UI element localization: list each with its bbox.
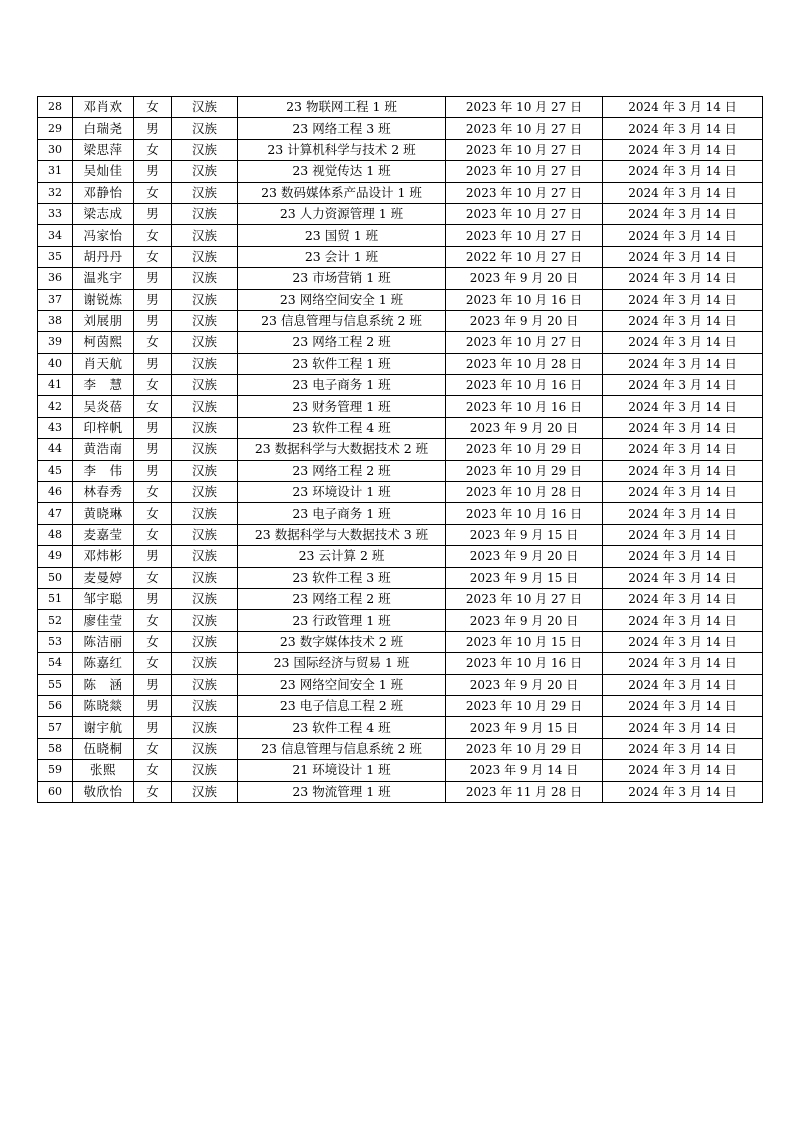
cell-date-2: 2024 年 3 月 14 日 [603,653,763,674]
cell-date-1: 2023 年 10 月 16 日 [446,396,603,417]
cell-name: 印梓帆 [73,417,134,438]
cell-index: 55 [38,674,73,695]
cell-class: 23 计算机科学与技术 2 班 [238,139,446,160]
cell-name: 黄浩南 [73,439,134,460]
table-row [38,482,763,503]
table-row [38,588,763,609]
cell-date-1: 2023 年 11 月 28 日 [446,781,603,802]
cell-gender: 女 [134,524,172,545]
cell-name: 刘展朋 [73,310,134,331]
cell-gender: 女 [134,482,172,503]
cell-index: 33 [38,203,73,224]
cell-index: 41 [38,375,73,396]
cell-date-2: 2024 年 3 月 14 日 [603,717,763,738]
cell-date-2: 2024 年 3 月 14 日 [603,781,763,802]
cell-class: 21 环境设计 1 班 [238,760,446,781]
table-row [38,695,763,716]
table-row [38,396,763,417]
cell-date-1: 2023 年 10 月 28 日 [446,482,603,503]
cell-date-1: 2023 年 10 月 29 日 [446,439,603,460]
cell-gender: 女 [134,332,172,353]
cell-date-1: 2023 年 9 月 15 日 [446,524,603,545]
cell-ethnicity: 汉族 [172,695,238,716]
cell-index: 30 [38,139,73,160]
table-row [38,353,763,374]
cell-class: 23 视觉传达 1 班 [238,161,446,182]
cell-gender: 男 [134,310,172,331]
cell-gender: 女 [134,760,172,781]
cell-date-2: 2024 年 3 月 14 日 [603,139,763,160]
cell-date-2: 2024 年 3 月 14 日 [603,631,763,652]
cell-name: 麦曼婷 [73,567,134,588]
cell-index: 57 [38,717,73,738]
table-row [38,760,763,781]
cell-date-2: 2024 年 3 月 14 日 [603,97,763,118]
cell-ethnicity: 汉族 [172,268,238,289]
table-row [38,439,763,460]
table-row [38,503,763,524]
cell-date-1: 2023 年 10 月 27 日 [446,203,603,224]
cell-name: 伍晓桐 [73,738,134,759]
table-row [38,332,763,353]
cell-date-2: 2024 年 3 月 14 日 [603,482,763,503]
cell-date-2: 2024 年 3 月 14 日 [603,332,763,353]
cell-gender: 男 [134,588,172,609]
cell-date-2: 2024 年 3 月 14 日 [603,182,763,203]
cell-ethnicity: 汉族 [172,332,238,353]
cell-date-2: 2024 年 3 月 14 日 [603,695,763,716]
cell-date-2: 2024 年 3 月 14 日 [603,567,763,588]
cell-gender: 男 [134,118,172,139]
cell-ethnicity: 汉族 [172,203,238,224]
cell-name: 陈 涵 [73,674,134,695]
cell-date-2: 2024 年 3 月 14 日 [603,738,763,759]
cell-index: 29 [38,118,73,139]
table-row [38,225,763,246]
cell-gender: 男 [134,203,172,224]
cell-ethnicity: 汉族 [172,396,238,417]
table-row [38,567,763,588]
cell-index: 32 [38,182,73,203]
cell-gender: 女 [134,503,172,524]
cell-index: 58 [38,738,73,759]
cell-ethnicity: 汉族 [172,118,238,139]
cell-index: 52 [38,610,73,631]
cell-ethnicity: 汉族 [172,482,238,503]
cell-index: 47 [38,503,73,524]
cell-date-1: 2023 年 9 月 20 日 [446,546,603,567]
cell-index: 53 [38,631,73,652]
cell-date-2: 2024 年 3 月 14 日 [603,396,763,417]
table-row [38,546,763,567]
cell-date-1: 2022 年 10 月 27 日 [446,246,603,267]
table-row [38,460,763,481]
cell-ethnicity: 汉族 [172,417,238,438]
cell-name: 林春秀 [73,482,134,503]
cell-ethnicity: 汉族 [172,375,238,396]
cell-index: 40 [38,353,73,374]
cell-class: 23 物联网工程 1 班 [238,97,446,118]
cell-date-2: 2024 年 3 月 14 日 [603,417,763,438]
cell-ethnicity: 汉族 [172,225,238,246]
roster-body [38,97,763,803]
cell-date-1: 2023 年 9 月 14 日 [446,760,603,781]
cell-date-1: 2023 年 10 月 27 日 [446,161,603,182]
cell-class: 23 国贸 1 班 [238,225,446,246]
cell-date-1: 2023 年 10 月 27 日 [446,139,603,160]
cell-gender: 女 [134,738,172,759]
cell-index: 42 [38,396,73,417]
cell-index: 49 [38,546,73,567]
cell-index: 34 [38,225,73,246]
cell-ethnicity: 汉族 [172,610,238,631]
cell-date-2: 2024 年 3 月 14 日 [603,460,763,481]
cell-class: 23 人力资源管理 1 班 [238,203,446,224]
cell-date-1: 2023 年 10 月 28 日 [446,353,603,374]
cell-name: 麦嘉莹 [73,524,134,545]
cell-date-2: 2024 年 3 月 14 日 [603,503,763,524]
cell-class: 23 数字媒体技术 2 班 [238,631,446,652]
table-row [38,139,763,160]
cell-index: 45 [38,460,73,481]
table-row [38,182,763,203]
cell-index: 56 [38,695,73,716]
cell-ethnicity: 汉族 [172,139,238,160]
table-row [38,631,763,652]
cell-date-2: 2024 年 3 月 14 日 [603,268,763,289]
cell-gender: 男 [134,439,172,460]
cell-date-1: 2023 年 10 月 27 日 [446,225,603,246]
cell-index: 35 [38,246,73,267]
cell-index: 54 [38,653,73,674]
cell-name: 柯茵熙 [73,332,134,353]
cell-name: 廖佳莹 [73,610,134,631]
cell-gender: 男 [134,289,172,310]
table-row [38,118,763,139]
cell-ethnicity: 汉族 [172,353,238,374]
cell-class: 23 软件工程 1 班 [238,353,446,374]
cell-class: 23 数据科学与大数据技术 3 班 [238,524,446,545]
cell-index: 59 [38,760,73,781]
cell-date-1: 2023 年 10 月 29 日 [446,695,603,716]
cell-name: 吴炎蓓 [73,396,134,417]
cell-date-2: 2024 年 3 月 14 日 [603,760,763,781]
table-row [38,417,763,438]
cell-gender: 男 [134,674,172,695]
cell-name: 陈洁丽 [73,631,134,652]
cell-gender: 男 [134,717,172,738]
cell-class: 23 云计算 2 班 [238,546,446,567]
table-row [38,781,763,802]
cell-gender: 男 [134,268,172,289]
cell-date-1: 2023 年 10 月 16 日 [446,289,603,310]
cell-class: 23 数码媒体系产品设计 1 班 [238,182,446,203]
cell-index: 31 [38,161,73,182]
cell-class: 23 行政管理 1 班 [238,610,446,631]
table-row [38,246,763,267]
cell-ethnicity: 汉族 [172,439,238,460]
cell-ethnicity: 汉族 [172,717,238,738]
cell-ethnicity: 汉族 [172,161,238,182]
cell-name: 邓肖欢 [73,97,134,118]
cell-class: 23 环境设计 1 班 [238,482,446,503]
cell-date-2: 2024 年 3 月 14 日 [603,610,763,631]
cell-gender: 男 [134,417,172,438]
cell-ethnicity: 汉族 [172,738,238,759]
cell-date-2: 2024 年 3 月 14 日 [603,225,763,246]
cell-date-2: 2024 年 3 月 14 日 [603,203,763,224]
cell-ethnicity: 汉族 [172,653,238,674]
cell-ethnicity: 汉族 [172,781,238,802]
cell-name: 陈嘉红 [73,653,134,674]
cell-name: 冯家怡 [73,225,134,246]
cell-date-1: 2023 年 9 月 15 日 [446,567,603,588]
cell-name: 陈晓燚 [73,695,134,716]
table-row [38,289,763,310]
cell-ethnicity: 汉族 [172,289,238,310]
cell-class: 23 网络工程 2 班 [238,588,446,609]
cell-name: 李 慧 [73,375,134,396]
cell-ethnicity: 汉族 [172,674,238,695]
cell-ethnicity: 汉族 [172,460,238,481]
cell-index: 39 [38,332,73,353]
cell-class: 23 电子商务 1 班 [238,375,446,396]
cell-ethnicity: 汉族 [172,310,238,331]
cell-ethnicity: 汉族 [172,246,238,267]
cell-date-1: 2023 年 9 月 20 日 [446,674,603,695]
cell-index: 36 [38,268,73,289]
cell-date-1: 2023 年 9 月 15 日 [446,717,603,738]
cell-class: 23 信息管理与信息系统 2 班 [238,310,446,331]
cell-gender: 女 [134,396,172,417]
table-row [38,653,763,674]
table-row [38,717,763,738]
cell-gender: 女 [134,631,172,652]
table-row [38,268,763,289]
cell-class: 23 数据科学与大数据技术 2 班 [238,439,446,460]
cell-name: 谢锐炼 [73,289,134,310]
cell-date-1: 2023 年 10 月 16 日 [446,503,603,524]
cell-date-2: 2024 年 3 月 14 日 [603,246,763,267]
cell-date-2: 2024 年 3 月 14 日 [603,674,763,695]
table-row [38,674,763,695]
cell-name: 吴灿佳 [73,161,134,182]
cell-date-1: 2023 年 10 月 27 日 [446,182,603,203]
cell-ethnicity: 汉族 [172,631,238,652]
cell-date-1: 2023 年 10 月 27 日 [446,588,603,609]
cell-name: 邓静怡 [73,182,134,203]
cell-name: 肖天航 [73,353,134,374]
table-row [38,375,763,396]
cell-index: 28 [38,97,73,118]
cell-index: 51 [38,588,73,609]
cell-name: 邹宇聪 [73,588,134,609]
cell-class: 23 网络空间安全 1 班 [238,674,446,695]
cell-date-1: 2023 年 10 月 16 日 [446,375,603,396]
cell-gender: 女 [134,246,172,267]
cell-name: 张熙 [73,760,134,781]
cell-gender: 男 [134,353,172,374]
cell-name: 敬欣怡 [73,781,134,802]
cell-class: 23 网络工程 2 班 [238,460,446,481]
cell-gender: 男 [134,460,172,481]
cell-date-2: 2024 年 3 月 14 日 [603,546,763,567]
cell-class: 23 网络工程 2 班 [238,332,446,353]
cell-name: 梁思萍 [73,139,134,160]
cell-class: 23 网络工程 3 班 [238,118,446,139]
cell-class: 23 会计 1 班 [238,246,446,267]
cell-gender: 女 [134,97,172,118]
cell-ethnicity: 汉族 [172,588,238,609]
cell-class: 23 电子商务 1 班 [238,503,446,524]
cell-gender: 女 [134,653,172,674]
cell-date-1: 2023 年 10 月 27 日 [446,97,603,118]
cell-name: 胡丹丹 [73,246,134,267]
cell-date-1: 2023 年 10 月 29 日 [446,460,603,481]
cell-class: 23 软件工程 4 班 [238,417,446,438]
cell-date-1: 2023 年 10 月 27 日 [446,332,603,353]
cell-name: 李 伟 [73,460,134,481]
cell-gender: 女 [134,139,172,160]
cell-class: 23 市场营销 1 班 [238,268,446,289]
table-row [38,524,763,545]
table-row [38,97,763,118]
cell-date-1: 2023 年 9 月 20 日 [446,417,603,438]
cell-date-2: 2024 年 3 月 14 日 [603,375,763,396]
cell-date-2: 2024 年 3 月 14 日 [603,161,763,182]
cell-name: 梁志成 [73,203,134,224]
cell-index: 38 [38,310,73,331]
cell-ethnicity: 汉族 [172,760,238,781]
table-row [38,610,763,631]
cell-gender: 男 [134,695,172,716]
cell-date-1: 2023 年 10 月 16 日 [446,653,603,674]
cell-index: 60 [38,781,73,802]
cell-gender: 女 [134,182,172,203]
cell-date-1: 2023 年 9 月 20 日 [446,268,603,289]
cell-ethnicity: 汉族 [172,97,238,118]
cell-date-2: 2024 年 3 月 14 日 [603,524,763,545]
cell-date-1: 2023 年 10 月 15 日 [446,631,603,652]
cell-gender: 男 [134,161,172,182]
cell-date-2: 2024 年 3 月 14 日 [603,289,763,310]
cell-index: 46 [38,482,73,503]
cell-index: 37 [38,289,73,310]
cell-class: 23 物流管理 1 班 [238,781,446,802]
cell-date-1: 2023 年 9 月 20 日 [446,310,603,331]
cell-ethnicity: 汉族 [172,567,238,588]
table-row [38,738,763,759]
cell-gender: 女 [134,610,172,631]
cell-ethnicity: 汉族 [172,182,238,203]
cell-index: 48 [38,524,73,545]
roster-table [37,96,763,803]
cell-date-1: 2023 年 10 月 29 日 [446,738,603,759]
cell-name: 白瑞尧 [73,118,134,139]
cell-class: 23 电子信息工程 2 班 [238,695,446,716]
table-row [38,161,763,182]
cell-date-2: 2024 年 3 月 14 日 [603,588,763,609]
roster-sheet [37,96,763,803]
cell-date-1: 2023 年 10 月 27 日 [446,118,603,139]
cell-date-2: 2024 年 3 月 14 日 [603,353,763,374]
cell-index: 44 [38,439,73,460]
cell-class: 23 国际经济与贸易 1 班 [238,653,446,674]
cell-class: 23 财务管理 1 班 [238,396,446,417]
cell-date-1: 2023 年 9 月 20 日 [446,610,603,631]
cell-ethnicity: 汉族 [172,546,238,567]
table-row [38,203,763,224]
cell-class: 23 软件工程 4 班 [238,717,446,738]
cell-index: 50 [38,567,73,588]
cell-ethnicity: 汉族 [172,524,238,545]
cell-date-2: 2024 年 3 月 14 日 [603,439,763,460]
cell-gender: 女 [134,781,172,802]
cell-date-2: 2024 年 3 月 14 日 [603,310,763,331]
cell-gender: 女 [134,567,172,588]
cell-class: 23 网络空间安全 1 班 [238,289,446,310]
cell-class: 23 信息管理与信息系统 2 班 [238,738,446,759]
cell-date-2: 2024 年 3 月 14 日 [603,118,763,139]
cell-ethnicity: 汉族 [172,503,238,524]
cell-gender: 男 [134,546,172,567]
cell-class: 23 软件工程 3 班 [238,567,446,588]
cell-name: 谢宇航 [73,717,134,738]
cell-name: 黄晓琳 [73,503,134,524]
cell-name: 温兆宇 [73,268,134,289]
cell-index: 43 [38,417,73,438]
cell-gender: 女 [134,225,172,246]
cell-name: 邓炜彬 [73,546,134,567]
table-row [38,310,763,331]
cell-gender: 女 [134,375,172,396]
